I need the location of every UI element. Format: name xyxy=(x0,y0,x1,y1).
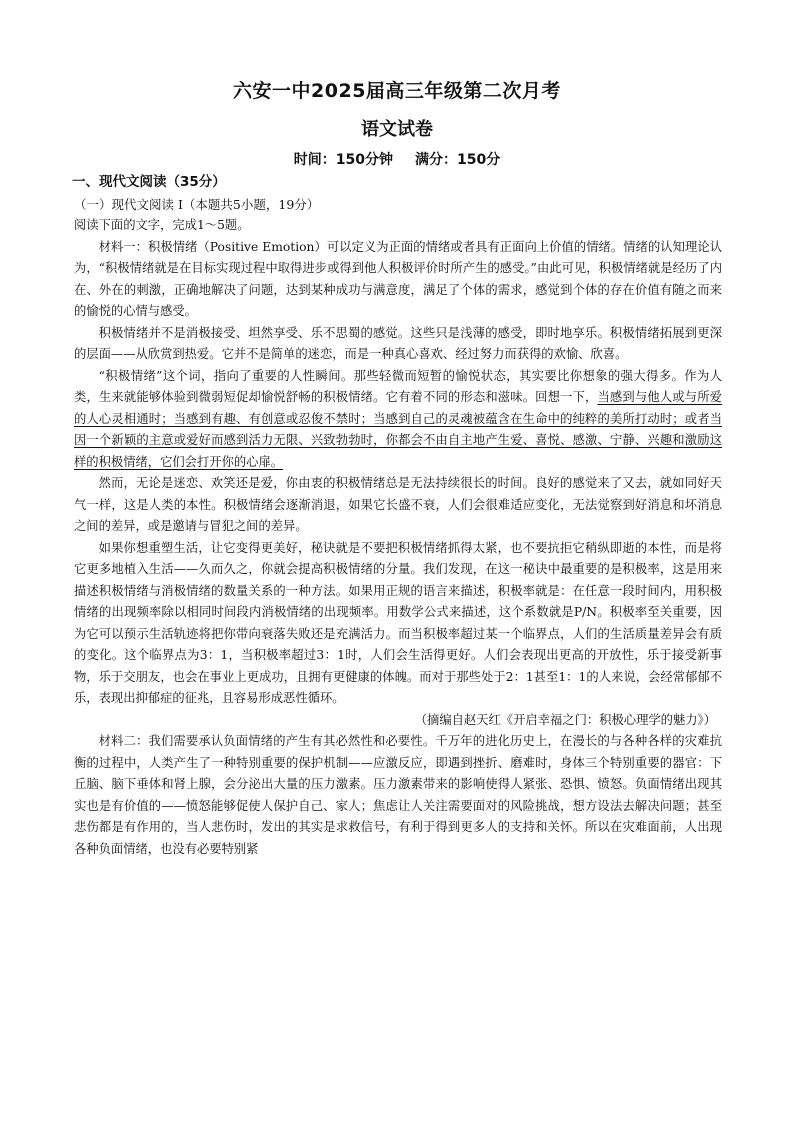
reading-section xyxy=(74,172,722,860)
underlined-passage: 当感到与他人或与所爱的人心灵相通时；当感到有趣、有创意或忍俊不禁时；当感到自己的灵魂被蕴含在生命中的纯粹的美所打动时；或者当因一个新颖的主意或爱好而感到活力无限、兴致勃勃时，你都会不由自主地产生爱、喜悦、感激、宁静、兴趣和激励这样的积极情绪，它们会打开你的心扉。 xyxy=(74,390,722,469)
subject-title: 语文试卷 xyxy=(361,119,433,140)
exam-time: 时间：150分钟 xyxy=(293,152,393,168)
section-heading: 一、现代文阅读（35分） xyxy=(72,174,226,190)
exam-score: 满分：150分 xyxy=(415,152,501,168)
paragraph-3-text: “积极情绪”这个词，指向了重要的人性瞬间。那些轻微而短暂的愉悦状态，其实要比你想象的强大得多。作为人类，生来就能够体验到微弱短促却愉悦舒畅的积极情绪。它有着不同的形态和滋味。回想一下， xyxy=(74,368,722,404)
instruction: 阅读下面的文字，完成1～5题。 xyxy=(74,218,250,232)
material1-paragraph-4: 然而，无论是迷恋、欢笑还是爱，你由衷的积极情绪总是无法持续很长的时间。良好的感觉来了又去，就如同好天气一样，这是人类的本性。积极情绪会逐渐消退，如果它长盛不衰，人们会很难适应变化，无法觉察到好消息和坏消息之间的差异，或是邀请与冒犯之间的差异。 xyxy=(74,476,722,533)
material1-paragraph-2: 积极情绪并不是消极接受、坦然享受、乐不思蜀的感觉。这些只是浅薄的感受，即时地享乐。积极情绪拓展到更深的层面——从欣赏到热爱。它并不是简单的迷恋，而是一种真心喜欢、经过努力而获得的欢愉、欣喜。 xyxy=(74,325,722,361)
school-title: 六安一中2025届高三年级第二次月考 xyxy=(233,80,561,102)
material2-paragraph-1: 材料二：我们需要承认负面情绪的产生有其必然性和必要性。千万年的进化历史上，在漫长的与各种各样的灾难抗衡的过程中，人类产生了一种特别重要的保护机制——应激反应，即遇到挫折、磨难时，身体三个特别重要的器官：下丘脑、脑下垂体和肾上腺，会分泌出大量的压力激素。压力激素带来的影响使得人紧张、恐惧、愤怒。负面情绪出现其实也是有价值的——愤怒能够促使人保护自己、家人；焦虑让人关注需要面对的风险挑战，想方设法去解决问题；甚至悲伤都是有作用的，当人悲伤时，发出的其实是求救信号，有利于得到更多人的支持和关怀。所以在灾难面前，人出现各种负面情绪，也没有必要特别紧 xyxy=(74,734,722,856)
material1-source: （摘编自赵天红《开启幸福之门：积极心理学的魅力》） xyxy=(414,712,716,727)
material1-paragraph-1: 材料一：积极情绪（Positive Emotion）可以定义为正面的情绪或者具有正面向上价值的情绪。情绪的认知理论认为，“积极情绪就是在目标实现过程中取得进步或得到他人积极评价时所产生的感受。”由此可见，积极情绪就是经历了内在、外在的刺激，正确地解决了问题，达到某种成功与满意度，满足了个体的需求，感觉到个体的存在价值有随之而来的愉悦的心情与感受。 xyxy=(74,239,722,318)
material1-paragraph-3 xyxy=(74,366,722,474)
exam-info xyxy=(0,149,794,169)
sub-heading: （一）现代文阅读 I（本题共5小题，19分） xyxy=(74,196,320,212)
material1-paragraph-5: 如果你想重塑生活，让它变得更美好，秘诀就是不要把积极情绪抓得太紧，也不要抗拒它稍纵即逝的本性，而是将它更多地植入生活——久而久之，你就会提高积极情绪的分量。我们发现，在这一秘诀中最重要的是积极率，这是用来描述积极情绪与消极情绪的数量关系的一种方法。如果用正规的语言来描述，积极率就是：在任意一段时间内，用积极情绪的出现频率除以相同时间段内消极情绪的出现频率。用数学公式来描述，这个系数就是P/N。积极率至关重要，因为它可以预示生活轨迹将把你带向衰落失败还是充满活力。而当积极率超过某一个临界点，人们的生活质量差异会有质的变化。这个临界点为3：1，当积极率超过3：1时，人们会生活得更好。人们会表现出更高的开放性，乐于接受新事物，乐于交朋友，也会在事业上更成功，且拥有更健康的体魄。而对于那些处于2：1甚至1：1的人来说，会经常郁郁不乐，表现出抑郁症的征兆，且容易形成恶性循环。 xyxy=(74,540,722,705)
